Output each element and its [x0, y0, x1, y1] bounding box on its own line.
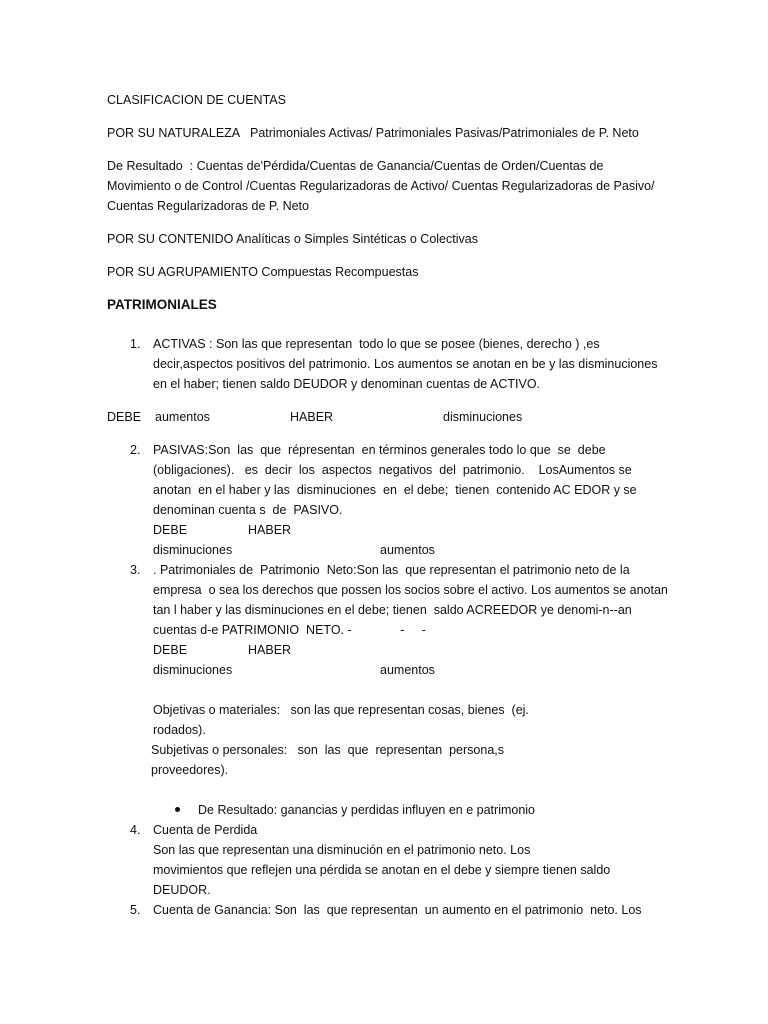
item-4-line-2: Son las que representan una disminución en el patrimonio neto. Los [153, 843, 531, 857]
objetivas-line-1: Objetivas o materiales: son las que representan cosas, bienes (ej. [153, 703, 529, 717]
naturaleza-text: Patrimoniales Activas/ Patrimoniales Pasivas/Patrimoniales de P. Neto [250, 126, 639, 140]
item-3-ledger-debe: DEBE [153, 643, 188, 657]
item-4-line-1: Cuenta de Perdida [153, 823, 258, 837]
item-2-number: 2. [130, 443, 141, 457]
item-1-line-2: decir,aspectos positivos del patrimonio. Los aumentos se anotan en be y las disminuciones [153, 357, 658, 371]
item-3-line-4: cuentas d-e PATRIMONIO NETO. - - - [153, 623, 426, 637]
item-2-line-3: anotan en el haber y las disminuciones en el debe; tienen contenido AC EDOR y se [153, 483, 637, 497]
item-2-ledger-debe: DEBE [153, 523, 188, 537]
item-3-number: 3. [130, 563, 141, 577]
item-1-number: 1. [130, 337, 141, 351]
item-2-line-2: (obligaciones). es decir los aspectos negativos del patrimonio. LosAumentos se [153, 463, 632, 477]
ledger-haber: HABER [290, 410, 334, 424]
contenido-line: POR SU CONTENIDO Analíticas o Simples Sintéticas o Colectivas [107, 232, 478, 246]
item-2-ledger-aumentos: aumentos [380, 543, 435, 557]
ledger-debe: DEBE [107, 410, 142, 424]
item-3-ledger-aumentos: aumentos [380, 663, 435, 677]
bullet-text: De Resultado: ganancias y perdidas influyen en e patrimonio [198, 803, 536, 817]
objetivas-line-2: rodados). [153, 723, 206, 737]
item-1-line-3: en el haber; tienen saldo DEUDOR y denominan cuentas de ACTIVO. [153, 377, 541, 391]
item-3-ledger-disminuciones: disminuciones [153, 663, 233, 677]
item-3-line-1: . Patrimoniales de Patrimonio Neto:Son las que representan el patrimonio neto de la [153, 563, 630, 577]
item-2-line-4: denominan cuenta s de PASIVO. [153, 503, 343, 517]
ledger-disminuciones: disminuciones [443, 410, 523, 424]
ledger-aumentos: aumentos [155, 410, 210, 424]
item-3-ledger-haber: HABER [248, 643, 292, 657]
document-title: CLASIFICACION DE CUENTAS [107, 93, 286, 107]
resultado-line-1: De Resultado : Cuentas de'Pérdida/Cuentas de Ganancia/Cuentas de Orden/Cuentas de [107, 159, 604, 173]
item-2-ledger-haber: HABER [248, 523, 292, 537]
item-3-line-2: empresa o sea los derechos que possen los socios sobre el activo. Los aumentos se anotan [153, 583, 668, 597]
resultado-line-2: Movimiento o de Control /Cuentas Regularizadoras de Activo/ Cuentas Regularizadoras de Pasivo/ [107, 179, 655, 193]
item-5-number: 5. [130, 903, 141, 917]
item-5-line-1: Cuenta de Ganancia: Son las que representan un aumento en el patrimonio neto. Los [153, 903, 642, 917]
subjetivas-line-2: proveedores). [151, 763, 229, 777]
item-4-line-4: DEUDOR. [153, 883, 211, 897]
subjetivas-line-1: Subjetivas o personales: son las que representan persona,s [151, 743, 504, 757]
resultado-line-3: Cuentas Regularizadoras de P. Neto [107, 199, 309, 213]
naturaleza-label: POR SU NATURALEZA [107, 126, 241, 140]
patrimoniales-heading: PATRIMONIALES [107, 297, 217, 312]
item-1-line-1: ACTIVAS : Son las que representan todo lo que se posee (bienes, derecho ) ,es [153, 337, 600, 351]
item-2-ledger-disminuciones: disminuciones [153, 543, 233, 557]
item-3-line-3: tan l haber y las disminuciones en el debe; tienen saldo ACREEDOR ye denomi-n--an [153, 603, 632, 617]
bullet-icon [175, 807, 180, 812]
item-2-line-1: PASIVAS:Son las que répresentan en términos generales todo lo que se debe [153, 443, 606, 457]
item-4-line-3: movimientos que reflejen una pérdida se anotan en el debe y siempre tienen saldo [153, 863, 611, 877]
item-4-number: 4. [130, 823, 141, 837]
agrupamiento-line: POR SU AGRUPAMIENTO Compuestas Recompuestas [107, 265, 419, 279]
